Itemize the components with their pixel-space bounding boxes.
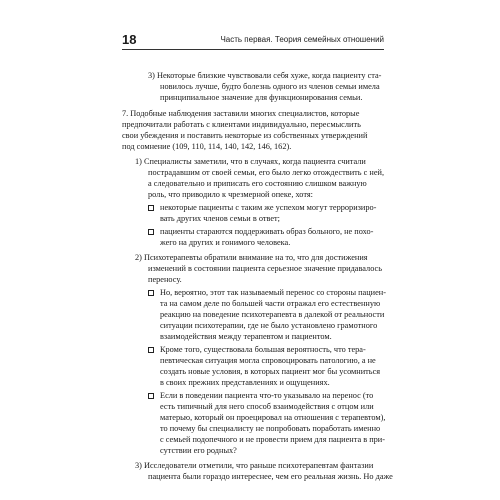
text-line: переносу. bbox=[148, 275, 182, 284]
text-line: под сомнение (109, 110, 114, 140, 142, 146, 162). bbox=[122, 142, 292, 151]
text-line: вать других членов семьи в ответ; bbox=[160, 214, 280, 223]
text-line: 3) Некоторые близкие чувствовали себя хуже, когда пациенту ста- bbox=[148, 71, 382, 80]
text-line: пациенты стараются поддерживать образ больного, не похо- bbox=[160, 227, 374, 236]
text-line: 3) Исследователи отметили, что раньше психотерапевтам фантазии bbox=[135, 461, 374, 470]
text-line: 1) Специалисты заметили, что в случаях, когда пациента считали bbox=[135, 157, 366, 166]
text-line: есть типичный для него способ взаимодействия с отцом или bbox=[160, 402, 374, 411]
text-line: то почему бы специалисту не попробовать поработать именно bbox=[160, 424, 381, 433]
text-line: сутствии его родных? bbox=[160, 446, 237, 455]
checkbox-bullet-icon bbox=[148, 393, 154, 399]
page-number: 18 bbox=[122, 32, 137, 47]
page-header bbox=[122, 33, 384, 50]
text-line: предпочитали работать с клиентами индивидуально, пересмыслить bbox=[122, 120, 361, 129]
text-line: та на самом деле по большей части отражал его естественную bbox=[160, 299, 381, 308]
text-line: жего на других и гонимого человека. bbox=[160, 238, 291, 247]
text-line: изменений в состоянии пациента серьезное значение придавалось bbox=[148, 264, 383, 273]
checkbox-bullet-icon bbox=[148, 205, 154, 211]
checkbox-bullet-icon bbox=[148, 290, 154, 296]
text-line: пациента были гораздо интереснее, чем его реальная жизнь. Но даже bbox=[148, 472, 393, 481]
text-line: пострадавшим от своей семьи, его было легко отождествить с ней, bbox=[148, 168, 385, 177]
text-line: новилось лучше, будто болезнь одного из членов семьи имела bbox=[160, 82, 380, 91]
text-line: свои убеждения и поставить некоторые из собственных утверждений bbox=[122, 131, 368, 140]
running-head: Часть первая. Теория семейных отношений bbox=[220, 35, 384, 44]
text-line: 7. Подобные наблюдения заставили многих специалистов, которые bbox=[122, 109, 360, 118]
text-line: Кроме того, существовала большая вероятность, что тера- bbox=[160, 345, 366, 354]
text-line: с семьей подопечного и не провести прием для пациента в при- bbox=[160, 435, 385, 444]
text-line: некоторые пациенты с таким же успехом могут терроризиро- bbox=[160, 203, 377, 212]
checkbox-bullet-icon bbox=[148, 229, 154, 235]
text-line: создать новые условия, в которых пациент мог бы усомниться bbox=[160, 367, 381, 376]
text-line: певтическая ситуация могла спровоцировать патологию, а не bbox=[160, 356, 376, 365]
checkbox-bullet-icon bbox=[148, 347, 154, 353]
text-line: реакцию на поведение психотерапевта в далекой от реальности bbox=[160, 310, 385, 319]
text-line: а следовательно и приписать его состоянию слишком важную bbox=[148, 179, 367, 188]
text-line: матерью, который он проецировал на отношения с терапевтом), bbox=[160, 413, 386, 422]
text-line: взаимодействия между терапевтом и пациентом. bbox=[160, 332, 332, 341]
text-line: роль, что приводило к чрезмерной опеке, хотя: bbox=[148, 190, 313, 199]
text-line: ситуации психотерапии, где не было установлено грамотного bbox=[160, 321, 378, 330]
text-line: принципиальное значение для функционирования семьи. bbox=[160, 93, 363, 102]
text-line: Если в поведении пациента что-то указывало на перенос (то bbox=[160, 391, 374, 400]
text-line: 2) Психотерапевты обратили внимание на то, что для достижения bbox=[135, 253, 368, 262]
text-line: в своих прежних представлениях и ощущениях. bbox=[160, 378, 330, 387]
text-line: Но, вероятно, этот так называемый перенос со стороны пациен- bbox=[160, 288, 387, 297]
